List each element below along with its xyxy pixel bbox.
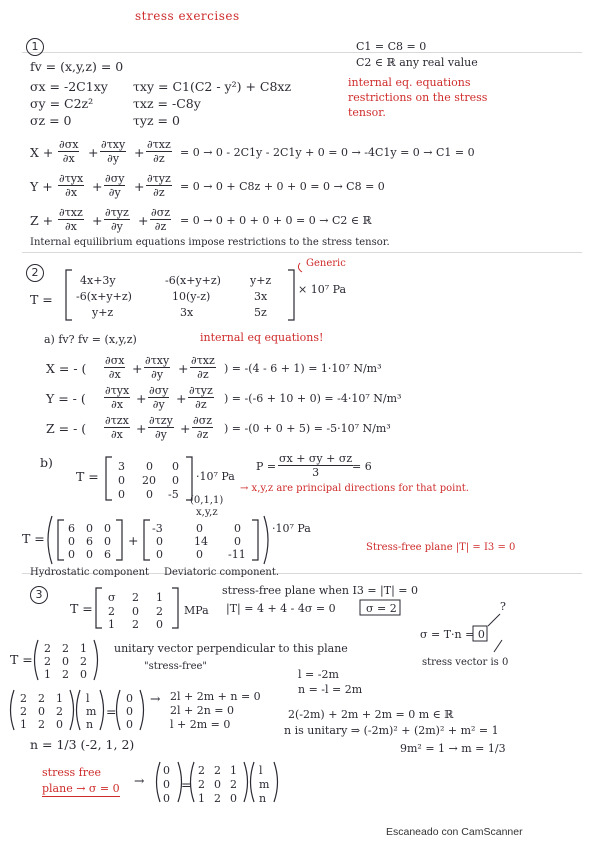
plus-sign: + — [92, 179, 103, 194]
p2-part-a: a) fv? fv = (x,y,z) — [44, 333, 137, 346]
hydro-cell: 6 — [104, 548, 111, 561]
p3-zero: 0 — [126, 705, 133, 718]
p2-p-frac: $\frac{\sigma x + \sigma y + \sigma z}{3}$ — [279, 452, 353, 479]
p2-matrix-cell: -6(x+y+z) — [165, 274, 221, 287]
dev-cell: 0 — [196, 522, 203, 535]
p1-red-note-3: tensor. — [348, 106, 386, 119]
p2-matrix-cell: 3x — [254, 290, 268, 303]
p2-part-a-red: internal eq equations! — [200, 331, 324, 344]
p2-x-frac-2: ∂τxy ∂y — [145, 354, 170, 381]
p1-sigma-z: σz = 0 — [30, 113, 72, 128]
hydro-cell: 0 — [68, 535, 75, 548]
p2-b-cell: -5 — [168, 488, 179, 501]
plus-sign: + — [180, 421, 191, 436]
p3-sys-cell: 0 — [38, 705, 45, 718]
p1-condition-2: C2 ∈ ℝ any real value — [356, 56, 478, 69]
p3-T-cell: 2 — [132, 591, 139, 604]
p3-zero: 0 — [126, 692, 133, 705]
p2-b-unit: ·10⁷ Pa — [196, 470, 235, 483]
p2-matrix-cell: 3x — [180, 306, 194, 319]
p3-red-bottom-2: plane → σ = 0 — [42, 782, 120, 795]
p2-b-cell: 0 — [172, 474, 179, 487]
p2-b-cell: 0 — [118, 474, 125, 487]
arrow-icon: → — [150, 691, 161, 706]
equals-sign: = — [181, 777, 192, 792]
dev-cell: -11 — [228, 548, 246, 561]
p3-final-cell: 2 — [214, 764, 221, 777]
p3-final-zero: 0 — [163, 764, 170, 777]
hydro-cell: 0 — [86, 548, 93, 561]
p3-final-cell: 1 — [198, 792, 205, 805]
p3-T-cell: 0 — [156, 618, 163, 631]
p3-red-bottom-1: stress free — [42, 766, 101, 779]
p3-T-cell: 2 — [156, 605, 163, 618]
p2-b-cell: 0 — [172, 460, 179, 473]
page-title: stress exercises — [135, 9, 240, 23]
hydro-cell: 0 — [68, 548, 75, 561]
p3-unit-vec-text: unitary vector perpendicular to this plane — [114, 642, 348, 655]
p3-T2-cell: 2 — [80, 655, 87, 668]
p1-eq-y-frac-1: ∂τyx ∂x — [59, 172, 84, 199]
p3-vec-l: l — [86, 692, 90, 705]
dev-cell: 0 — [234, 522, 241, 535]
p3-sys-cell: 2 — [38, 692, 45, 705]
p3-T2-label: T = — [10, 652, 33, 667]
p3-T2-cell: 2 — [44, 642, 51, 655]
p2-x-prefix: X = - ( — [46, 361, 87, 376]
p2-stress-free-red: Stress-free plane |T| = I3 = 0 — [366, 542, 516, 553]
p1-sigma-x: σx = -2C1xy — [30, 79, 108, 94]
p2-hydro-label: Hydrostatic component — [30, 567, 150, 578]
p1-eq-y-result: = 0 → 0 + C8z + 0 + 0 = 0 → C8 = 0 — [180, 180, 385, 193]
p3-det-text: |T| = 4 + 4 - 4σ = 0 — [226, 602, 336, 615]
p1-condition-1: C1 = C8 = 0 — [356, 40, 427, 53]
hydro-cell: 6 — [86, 535, 93, 548]
p1-eq-z-lead: Z + — [30, 213, 54, 228]
p3-final-cell: 2 — [198, 764, 205, 777]
p2-b-cell: 0 — [146, 488, 153, 501]
p3-sys-2: 2l + 2n = 0 — [170, 704, 235, 717]
p3-zero: 0 — [126, 718, 133, 731]
p2-matrix-cell: y+z — [92, 306, 114, 319]
p3-final-cell: 2 — [214, 792, 221, 805]
p3-T-cell: 1 — [108, 618, 115, 631]
p2-p-label: P = — [256, 460, 277, 473]
hydro-cell: 0 — [104, 535, 111, 548]
p3-T-cell: 1 — [156, 591, 163, 604]
plus-sign: + — [134, 145, 145, 160]
p2-matrix-cell: -6(x+y+z) — [76, 290, 132, 303]
arrow-icon: → — [134, 773, 145, 788]
p2-b-cell: 20 — [142, 474, 156, 487]
p3-plane-text: stress-free plane when I3 = |T| = 0 — [222, 584, 418, 597]
plus-sign: + — [138, 213, 149, 228]
p1-eq-z-frac-1: ∂τxz ∂x — [59, 206, 83, 233]
p2-p-result: = 6 — [352, 460, 372, 473]
p1-eq-y-lead: Y + — [30, 179, 53, 194]
plus-sign: + — [134, 179, 145, 194]
p3-final-zero: 0 — [163, 778, 170, 791]
p2-z-result: ) = -(0 + 0 + 5) = -5·10⁷ N/m³ — [224, 422, 391, 435]
p3-sub-eq: 2(-2m) + 2m + 2m = 0 m ∈ ℝ — [288, 708, 454, 721]
p1-eq-x-lead: X + — [30, 145, 54, 160]
p2-decomp-T: T = — [22, 531, 45, 546]
p3-stress-vector-text: stress vector is 0 — [422, 657, 509, 668]
dev-cell: -3 — [152, 522, 163, 535]
p3-n-result: n = 1/3 (-2, 1, 2) — [30, 737, 135, 752]
problem-1-number: 1 — [26, 38, 44, 56]
p3-T-cell: 0 — [132, 605, 139, 618]
p3-vec-m: m — [86, 705, 97, 718]
p2-b-point-vars: x,y,z — [196, 507, 218, 518]
p3-T2-cell: 2 — [62, 668, 69, 681]
p3-sys-cell: 1 — [20, 718, 27, 731]
dev-cell: 14 — [194, 535, 208, 548]
p3-sigma-box: σ = 2 — [366, 602, 397, 615]
p3-T2-cell: 0 — [62, 655, 69, 668]
p1-red-note-2: restrictions on the stress — [348, 91, 488, 104]
equals-sign: = — [106, 704, 117, 719]
p2-y-frac-3: ∂τyz ∂z — [189, 384, 213, 411]
p1-conclusion: Internal equilibrium equations impose restrictions to the stress tensor. — [30, 237, 390, 248]
scanner-watermark: Escaneado con CamScanner — [386, 826, 523, 838]
p3-stress-free-quote: "stress-free" — [144, 661, 208, 672]
p3-sol-n: n = -l = 2m — [298, 683, 363, 696]
p3-T2-cell: 1 — [80, 642, 87, 655]
p1-sigma-y: σy = C2z² — [30, 96, 94, 111]
p3-sys-cell: 0 — [56, 718, 63, 731]
p2-x-result: ) = -(4 - 6 + 1) = 1·10⁷ N/m³ — [224, 362, 382, 375]
p1-eq-x-result: = 0 → 0 - 2C1y - 2C1y + 0 = 0 → -4C1y = 0 → C1 = 0 — [180, 146, 475, 159]
p1-eq-z-frac-2: ∂τyz ∂y — [105, 206, 129, 233]
plus-sign: + — [178, 361, 189, 376]
p3-T-cell: σ — [108, 591, 116, 604]
p3-unit: MPa — [184, 604, 209, 617]
problem-2-number: 2 — [26, 264, 44, 282]
p2-y-frac-1: ∂τyx ∂x — [105, 384, 130, 411]
p2-b-cell: 0 — [118, 488, 125, 501]
p2-z-frac-3: $\frac{\partial\sigma z}{\partial z}$ — [193, 414, 212, 441]
p3-final-cell: 1 — [230, 764, 237, 777]
p3-question: ? — [500, 600, 506, 613]
p2-x-frac-3: ∂τxz ∂z — [191, 354, 215, 381]
p3-T-label: T = — [70, 601, 93, 616]
hydro-cell: 0 — [86, 522, 93, 535]
p3-final-vec: m — [259, 778, 270, 791]
p1-eq-x-frac-3: ∂τxz ∂z — [147, 138, 171, 165]
plus-sign: + — [176, 391, 187, 406]
plus-sign: + — [88, 145, 99, 160]
p2-y-prefix: Y = - ( — [46, 391, 86, 406]
p2-principal-note: → x,y,z are principal directions for that point. — [240, 483, 469, 494]
p1-eq-x-frac-2: ∂τxy ∂y — [101, 138, 126, 165]
red-underline — [42, 796, 120, 797]
p3-T2-cell: 2 — [44, 655, 51, 668]
p2-p-den: 3 — [312, 466, 320, 479]
p1-red-note-1: internal eq. equations — [348, 76, 471, 89]
p2-b-cell: 0 — [146, 460, 153, 473]
p2-unit: × 10⁷ Pa — [298, 283, 347, 296]
dev-cell: 0 — [196, 548, 203, 561]
p3-sys-cell: 2 — [20, 692, 27, 705]
p3-T-cell: 2 — [132, 618, 139, 631]
p3-T-cell: 2 — [108, 605, 115, 618]
p2-generic-note: Generic — [306, 258, 346, 269]
p3-final-cell: 2 — [230, 778, 237, 791]
plus-sign: + — [136, 421, 147, 436]
p2-x-frac-1: $\frac{\partial\sigma x}{\partial x}$ — [105, 354, 125, 381]
p3-sys-cell: 2 — [20, 705, 27, 718]
p3-sys-1: 2l + 2m + n = 0 — [170, 690, 261, 703]
p3-sys-3: l + 2m = 0 — [170, 718, 231, 731]
p2-dev-label: Deviatoric component. — [164, 567, 280, 578]
p1-field: fv = (x,y,z) = 0 — [30, 59, 124, 74]
dev-cell: 0 — [234, 535, 241, 548]
p3-m-eq: 9m² = 1 → m = 1/3 — [400, 742, 506, 755]
p3-sys-cell: 2 — [56, 705, 63, 718]
p2-y-frac-2: $\frac{\partial\sigma y}{\partial y}$ — [149, 384, 169, 411]
p3-sol-l: l = -2m — [298, 668, 339, 681]
hydro-cell: 6 — [68, 522, 75, 535]
p2-matrix-cell: y+z — [250, 274, 272, 287]
p2-T-label: T = — [30, 292, 53, 307]
plus-sign: + — [132, 361, 143, 376]
p1-eq-z-result: = 0 → 0 + 0 + 0 + 0 = 0 → C2 ∈ ℝ — [180, 214, 372, 227]
p3-final-cell: 0 — [230, 792, 237, 805]
p1-tau-xz: τxz = -C8y — [133, 96, 201, 111]
problem-3-number: 3 — [30, 586, 48, 604]
p1-eq-x-frac-1: $\frac{\partial\sigma x}{\partial x}$ — [59, 138, 79, 165]
dev-cell: 0 — [156, 535, 163, 548]
p3-T2-cell: 0 — [80, 668, 87, 681]
plus-sign: + — [128, 533, 139, 548]
p2-z-prefix: Z = - ( — [46, 421, 87, 436]
p3-final-vec: l — [259, 764, 263, 777]
p3-final-cell: 0 — [214, 778, 221, 791]
p3-sigma-eq: σ = T·n = 0 — [420, 628, 485, 641]
p3-final-cell: 2 — [198, 778, 205, 791]
p3-sys-cell: 2 — [38, 718, 45, 731]
p2-b-point: (0,1,1) — [190, 495, 224, 506]
p3-sys-cell: 1 — [56, 692, 63, 705]
p2-matrix-cell: 4x+3y — [80, 274, 116, 287]
p2-b-cell: 3 — [118, 460, 125, 473]
p3-unit-eq: n is unitary ⇒ (-2m)² + (2m)² + m² = 1 — [284, 724, 499, 737]
p3-vec-n: n — [86, 718, 94, 731]
p2-y-result: ) = -(-6 + 10 + 0) = -4·10⁷ N/m³ — [224, 392, 402, 405]
p2-z-frac-1: ∂τzx ∂x — [105, 414, 129, 441]
p1-tau-xy: τxy = C1(C2 - y²) + C8xz — [133, 79, 292, 94]
p2-part-b: b) — [40, 455, 53, 470]
p2-matrix-cell: 5z — [254, 306, 267, 319]
p3-T2-cell: 1 — [44, 668, 51, 681]
p1-eq-z-frac-3: $\frac{\partial\sigma z}{\partial z}$ — [151, 206, 170, 233]
p2-decomp-unit: ·10⁷ Pa — [272, 522, 311, 535]
plus-sign: + — [136, 391, 147, 406]
p3-T2-cell: 2 — [62, 642, 69, 655]
p2-b-T-label: T = — [76, 469, 99, 484]
p1-tau-yz: τyz = 0 — [133, 113, 180, 128]
plus-sign: + — [92, 213, 103, 228]
p3-final-vec: n — [259, 792, 267, 805]
p2-matrix-cell: 10(y-z) — [172, 290, 211, 303]
p1-eq-y-frac-3: ∂τyz ∂z — [147, 172, 171, 199]
hydro-cell: 0 — [104, 522, 111, 535]
p2-z-frac-2: ∂τzy ∂y — [149, 414, 173, 441]
p3-final-zero: 0 — [163, 792, 170, 805]
dev-cell: 0 — [156, 548, 163, 561]
p1-eq-y-frac-2: $\frac{\partial\sigma y}{\partial y}$ — [105, 172, 125, 199]
